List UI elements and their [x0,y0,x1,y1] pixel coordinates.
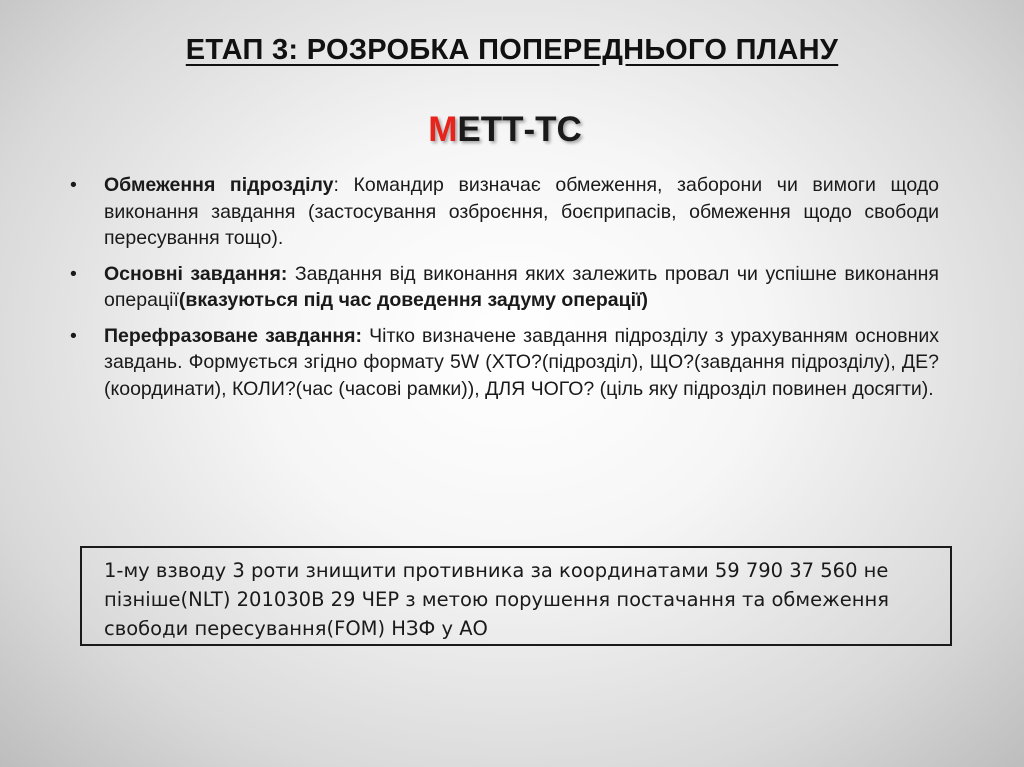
slide-title: ЕТАП 3: РОЗРОБКА ПОПЕРЕДНЬОГО ПЛАНУ [185,34,839,66]
acronym-heading [0,110,1010,150]
acronym-first-letter: М [428,110,458,149]
bullet-text: : Командир визначає обмеження, заборони чи вимоги щодо виконання завдання (застосування озброєння, боєприпасів, обмеження щодо свободи пересування тощо). [104,174,939,249]
acronym-rest: ЕТТ-ТС [457,110,582,149]
bullet-list [70,172,939,411]
bullet-item-main-tasks [70,261,939,314]
bullet-item-restated-mission [70,323,939,403]
bullet-item-unit-constraints [70,172,939,252]
example-mission-text: 1-му взводу 3 роти знищити противника за координатами 59 790 37 560 не пізніше(NLT) 201030В 29 ЧЕР з метою порушення постачання та обмеження свободи пересування(FOM) НЗФ у АО [104,559,889,640]
bullet-text: Завдання від виконання яких залежить провал чи успішне виконання операції [104,262,939,311]
bullet-term: Перефразоване завдання: [104,324,363,347]
bullet-term: Обмеження підрозділу [104,174,334,196]
example-mission-box [80,546,952,646]
bullet-term: Основні завдання: [104,262,288,285]
bullet-text: Чітко визначене завдання підрозділу з урахуванням основних завдань. Формується згідно формату 5W (ХТО?(підрозділ), ЩО?(завдання підрозділу), ДЕ?(координати), КОЛИ?(час (часові рамки)), ДЛЯ ЧОГО? (ціль яку підрозділ повинен досягти). [104,324,940,400]
bullet-icon: • [70,324,77,347]
bullet-bold-tail: (вказуються під час доведення задуму операції) [178,289,649,311]
bullet-icon: • [70,174,77,196]
bullet-icon: • [70,262,77,285]
